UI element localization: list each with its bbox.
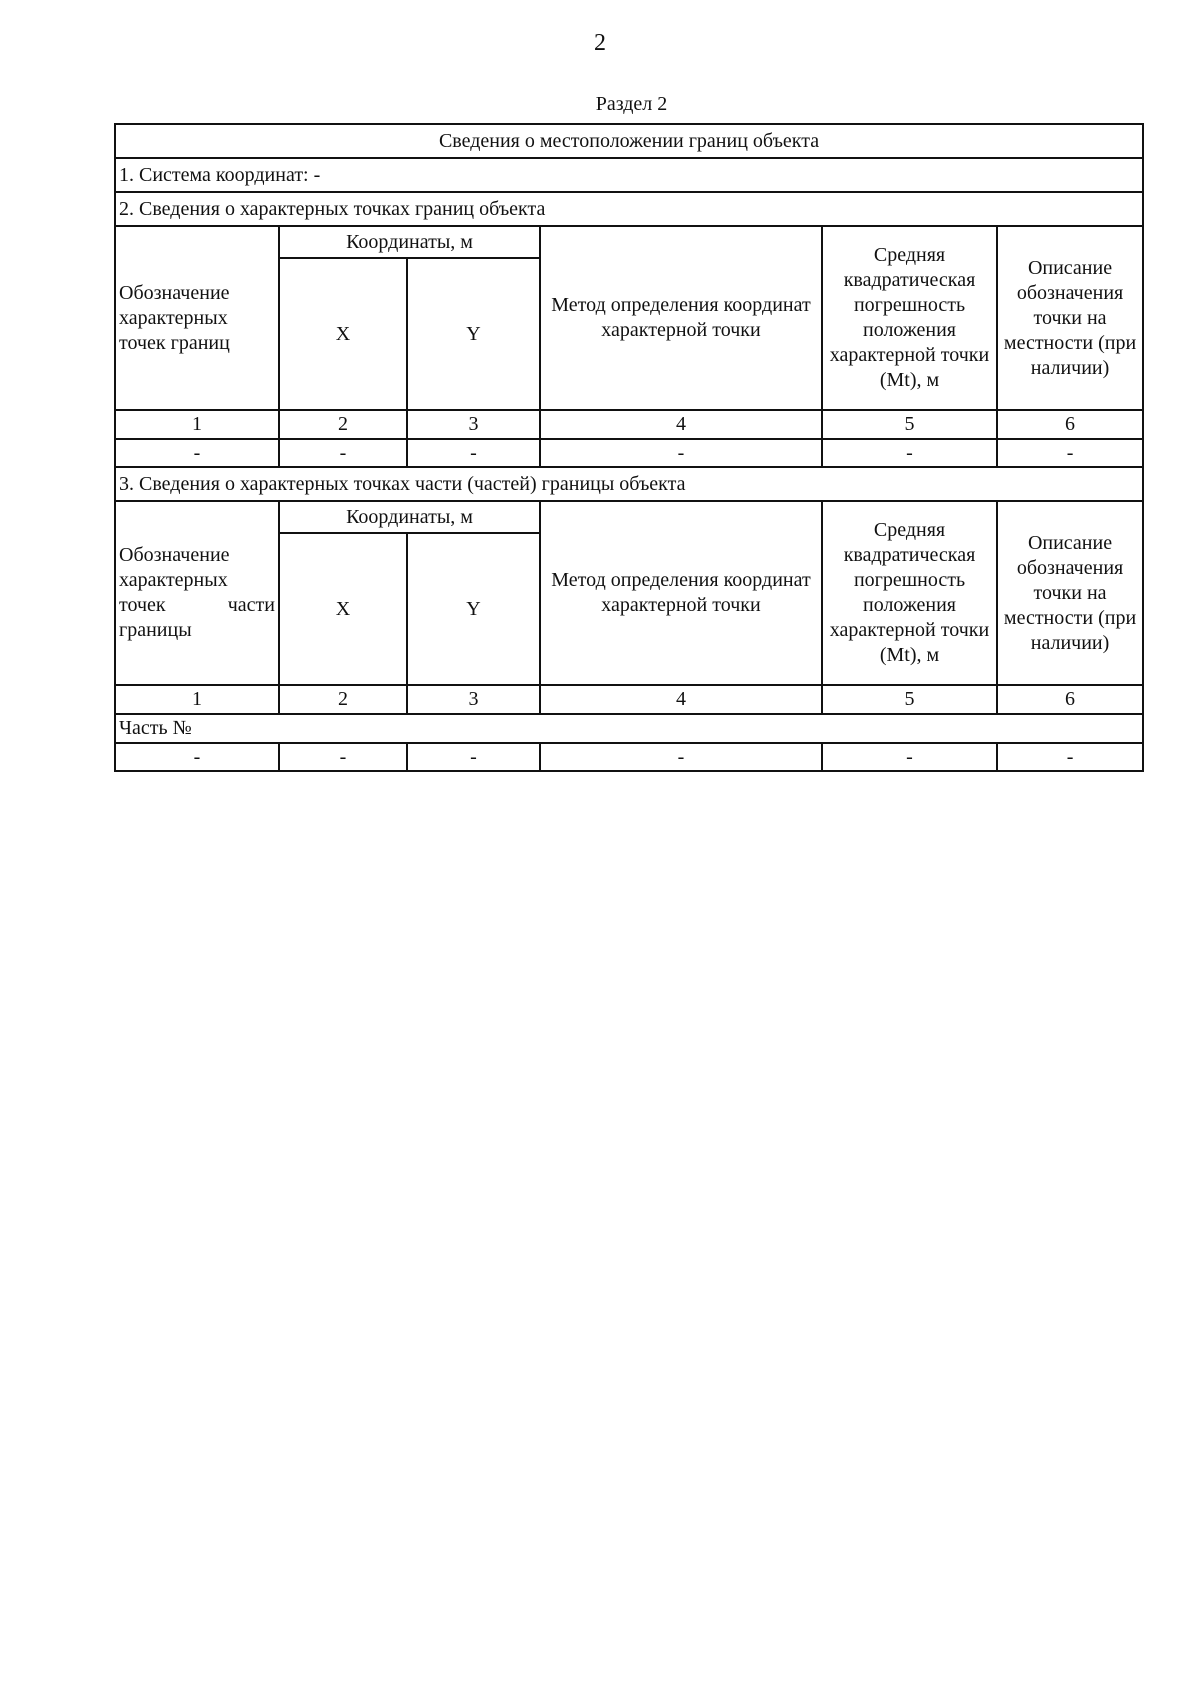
block3-cell: -	[279, 743, 407, 771]
block3-num: 4	[540, 685, 822, 714]
block2-num: 2	[279, 410, 407, 439]
block2-col-designation: Обозначение характерных точек границ	[115, 226, 279, 410]
block3-col-description: Описание обозначения точки на местности (при наличии)	[997, 501, 1143, 685]
part-label: Часть №	[115, 714, 1143, 743]
table-row	[115, 439, 1143, 467]
block3-cell: -	[115, 743, 279, 771]
page-number: 2	[594, 30, 606, 56]
table-row	[115, 743, 1143, 771]
block3-col-method: Метод определения координат характерной точки	[540, 501, 822, 685]
section-title: Раздел 2	[595, 93, 668, 115]
block2-cell: -	[540, 439, 822, 467]
block3-col-error: Средняя квадратическая погрешность положения характерной точки (Mt), м	[822, 501, 997, 685]
block2-num: 1	[115, 410, 279, 439]
block2-col-coords: Координаты, м	[279, 226, 540, 258]
block3-col-designation: Обозначение характерных точек части границы	[115, 501, 279, 685]
block2-cell: -	[115, 439, 279, 467]
block3-cell: -	[822, 743, 997, 771]
block3-heading: 3. Сведения о характерных точках части (частей) границы объекта	[115, 467, 1143, 501]
block2-num: 6	[997, 410, 1143, 439]
block2-col-error: Средняя квадратическая погрешность положения характерной точки (Mt), м	[822, 226, 997, 410]
block2-cell: -	[822, 439, 997, 467]
coord-system: 1. Система координат: -	[115, 158, 1143, 192]
block2-heading: 2. Сведения о характерных точках границ объекта	[115, 192, 1143, 226]
block2-col-x: X	[279, 258, 407, 410]
block2-num: 3	[407, 410, 540, 439]
block2-col-method: Метод определения координат характерной точки	[540, 226, 822, 410]
block3-col-y: Y	[407, 533, 540, 685]
block3-num: 5	[822, 685, 997, 714]
block2-num: 5	[822, 410, 997, 439]
block3-num: 1	[115, 685, 279, 714]
table-title: Сведения о местоположении границ объекта	[115, 124, 1143, 158]
block2-col-description: Описание обозначения точки на местности (при наличии)	[997, 226, 1143, 410]
block3-col-x: X	[279, 533, 407, 685]
block3-num: 2	[279, 685, 407, 714]
boundaries-table	[114, 123, 1144, 772]
block2-cell: -	[997, 439, 1143, 467]
block3-cell: -	[407, 743, 540, 771]
block3-num: 3	[407, 685, 540, 714]
block3-cell: -	[540, 743, 822, 771]
block2-cell: -	[407, 439, 540, 467]
block3-cell: -	[997, 743, 1143, 771]
block2-cell: -	[279, 439, 407, 467]
block2-col-y: Y	[407, 258, 540, 410]
block2-num: 4	[540, 410, 822, 439]
block3-col-coords: Координаты, м	[279, 501, 540, 533]
block3-num: 6	[997, 685, 1143, 714]
